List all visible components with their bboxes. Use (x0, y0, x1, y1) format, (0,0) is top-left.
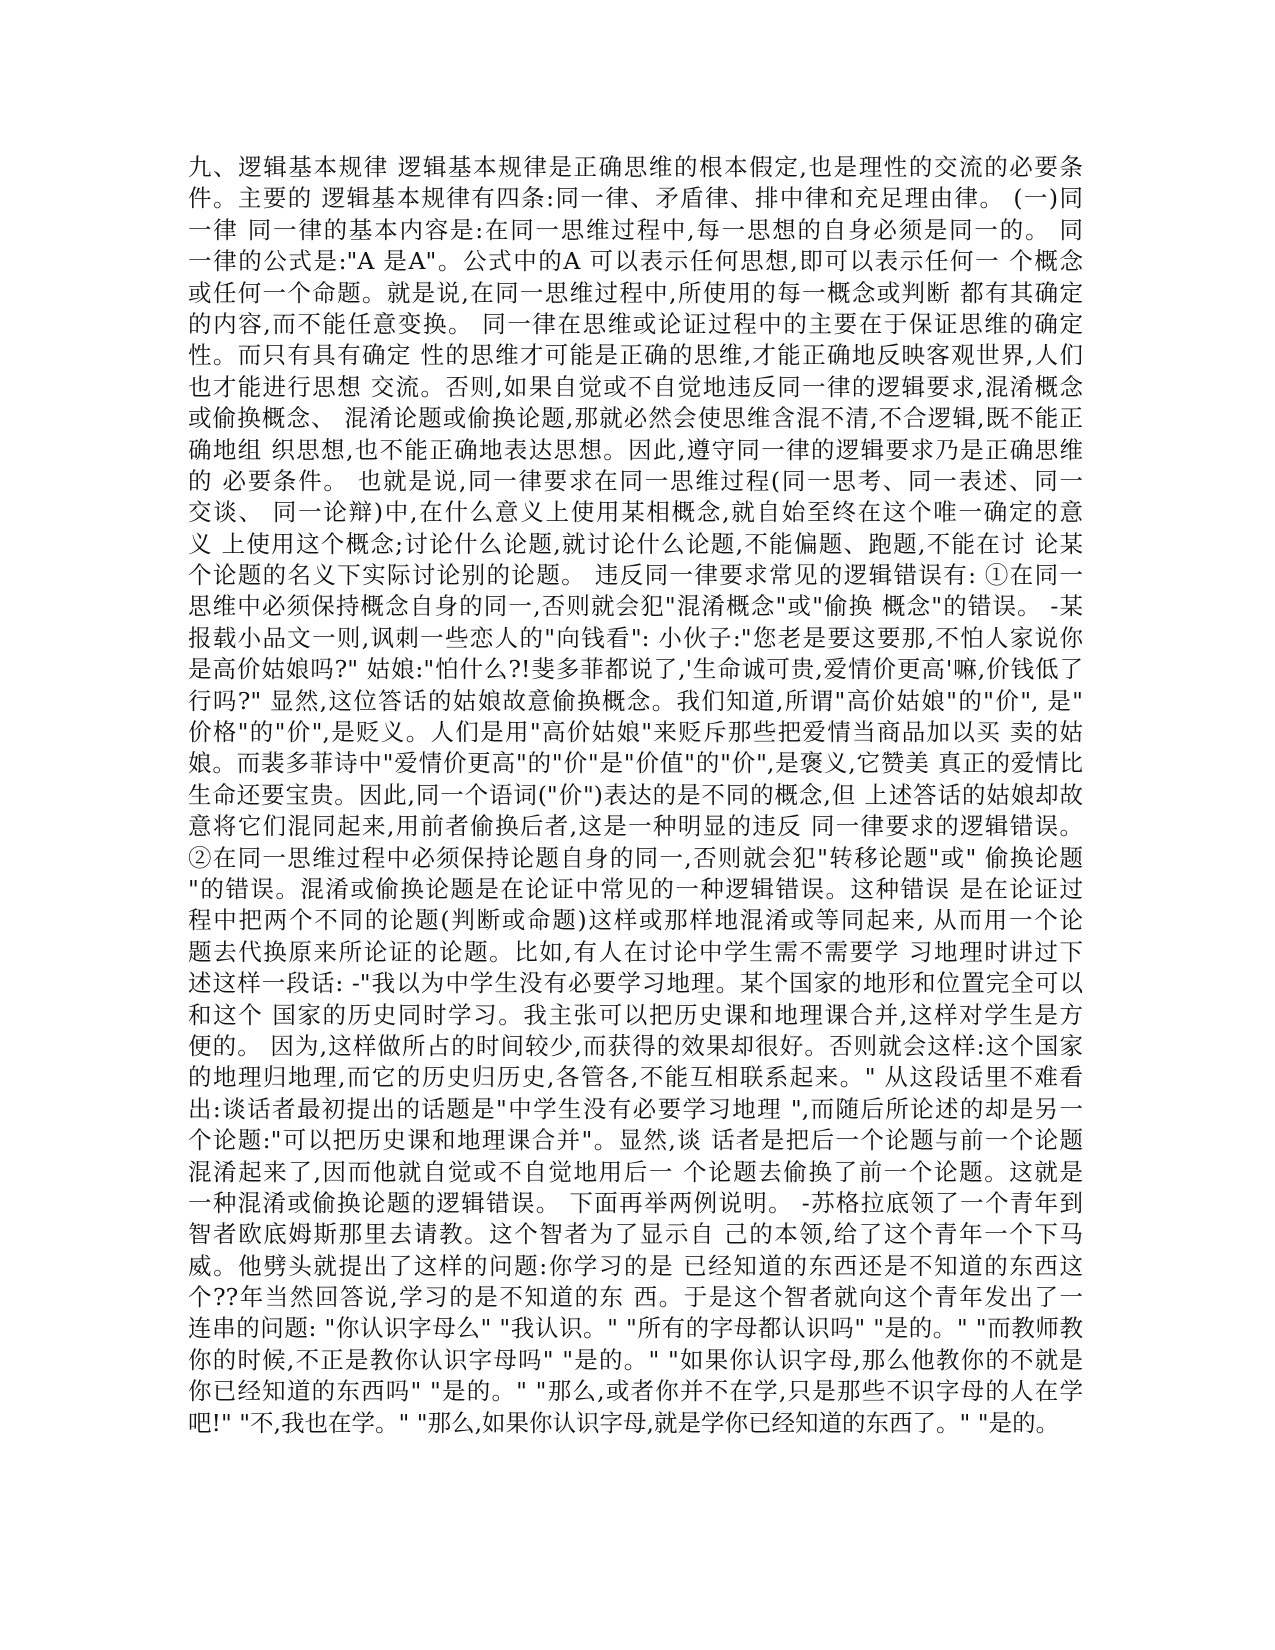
text-line: 智者欧底姆斯那里去请教。这个智者为了显示自 己的本领,给了这个青年一个下马 (188, 1220, 1083, 1249)
text-line: 确地组 织思想,也不能正确地表达思想。因此,遵守同一律的逻辑要求乃是正确思维 (188, 435, 1083, 464)
text-line: 娘。而裴多菲诗中"爱情价更高"的"价"是"价值"的"价",是褒义,它赞美 真正的爱情比 (188, 749, 1083, 778)
text-line: 连串的问题: "你认识字母么" "我认识。" "所有的字母都认识吗" "是的。" "而教师教 (188, 1314, 1083, 1343)
text-line: 意将它们混同起来,用前者偷换后者,这是一种明显的违反 同一律要求的逻辑错误。 (188, 812, 1083, 841)
text-line: 程中把两个不同的论题(判断或命题)这样或那样地混淆或等同起来, 从而用一个论 (188, 906, 1083, 935)
text-line: 吧!" "不,我也在学。" "那么,如果你认识字母,就是学你已经知道的东西了。" "是的。 (188, 1408, 1060, 1437)
text-line: 个论题的名义下实际讨论别的论题。 违反同一律要求常见的逻辑错误有: ①在同一 (188, 561, 1083, 590)
text-line: 的 必要条件。 也就是说,同一律要求在同一思维过程(同一思考、同一表述、同一 (188, 466, 1083, 495)
text-line: 的地理归地理,而它的历史归历史,各管各,不能互相联系起来。" 从这段话里不难看 (188, 1063, 1083, 1092)
text-line: ②在同一思维过程中必须保持论题自身的同一,否则就会犯"转移论题"或" 偷换论题 (188, 843, 1083, 872)
text-line: 交谈、 同一论辩)中,在什么意义上使用某相概念,就自始至终在这个唯一确定的意 (188, 498, 1083, 527)
text-line: 一种混淆或偷换论题的逻辑错误。 下面再举两例说明。 -苏格拉底领了一个青年到 (188, 1188, 1083, 1217)
text-line: 生命还要宝贵。因此,同一个语词("价")表达的是不同的概念,但 上述答话的姑娘却故 (188, 780, 1083, 809)
text-line: 思维中必须保持概念自身的同一,否则就会犯"混淆概念"或"偷换 概念"的错误。 -某 (188, 592, 1083, 621)
text-line: 行吗?" 显然,这位答话的姑娘故意偷换概念。我们知道,所谓"高价姑娘"的"价", 是" (188, 686, 1083, 715)
text-line: 题去代换原来所论证的论题。比如,有人在讨论中学生需不需要学 习地理时讲过下 (188, 937, 1083, 966)
text-line: 你的时候,不正是教你认识字母吗" "是的。" "如果你认识字母,那么他教你的不就是 (188, 1345, 1083, 1374)
text-line: 混淆起来了,因而他就自觉或不自觉地用后一 个论题去偷换了前一个论题。这就是 (188, 1157, 1083, 1186)
text-line: "的错误。混淆或偷换论题是在论证中常见的一种逻辑错误。这种错误 是在论证过 (188, 874, 1083, 903)
text-line: 九、逻辑基本规律 逻辑基本规律是正确思维的根本假定,也是理性的交流的必要条 (188, 153, 1083, 181)
text-line: 或偷换概念、 混淆论题或偷换论题,那就必然会使思维含混不清,不合逻辑,既不能正 (188, 404, 1083, 433)
text-line: 一律的公式是:"A 是A"。公式中的A 可以表示任何思想,即可以表示任何一 个概念 (188, 247, 1083, 276)
text-line: 报载小品文一则,讽刺一些恋人的"向钱看": 小伙子:"您老是要这要那,不怕人家说你 (188, 623, 1083, 652)
text-line: 述这样一段话: -"我以为中学生没有必要学习地理。某个国家的地形和位置完全可以 (188, 969, 1083, 998)
text-line: 出:谈话者最初提出的话题是"中学生没有必要学习地理 ",而随后所论述的却是另一 (188, 1094, 1083, 1123)
body-text (188, 152, 1083, 1439)
text-line: 价格"的"价",是贬义。人们是用"高价姑娘"来贬斥那些把爱情当商品加以买 卖的姑 (188, 718, 1083, 747)
text-line: 义 上使用这个概念;讨论什么论题,就讨论什么论题,不能偏题、跑题,不能在讨 论某 (188, 529, 1083, 558)
text-line: 个论题:"可以把历史课和地理课合并"。显然,谈 话者是把后一个论题与前一个论题 (188, 1126, 1083, 1155)
text-line: 你已经知道的东西吗" "是的。" "那么,或者你并不在学,只是那些不识字母的人在学 (188, 1377, 1083, 1406)
text-line: 威。他劈头就提出了这样的问题:你学习的是 已经知道的东西还是不知道的东西这 (188, 1251, 1083, 1280)
text-line: 一律 同一律的基本内容是:在同一思维过程中,每一思想的自身必须是同一的。 同 (188, 215, 1083, 244)
text-line: 是高价姑娘吗?" 姑娘:"怕什么?!斐多菲都说了,'生命诚可贵,爱情价更高'嘛,价钱低了 (188, 655, 1083, 684)
text-line: 也才能进行思想 交流。否则,如果自觉或不自觉地违反同一律的逻辑要求,混淆概念 (188, 372, 1083, 401)
text-line: 个??年当然回答说,学习的是不知道的东 西。于是这个智者就向这个青年发出了一 (188, 1283, 1083, 1312)
text-line: 性。而只有具有确定 性的思维才可能是正确的思维,才能正确地反映客观世界,人们 (188, 341, 1083, 370)
text-line: 或任何一个命题。就是说,在同一思维过程中,所使用的每一概念或判断 都有其确定 (188, 278, 1083, 307)
text-line: 和这个 国家的历史同时学习。我主张可以把历史课和地理课合并,这样对学生是方 (188, 1000, 1083, 1029)
text-line: 件。主要的 逻辑基本规律有四条:同一律、矛盾律、排中律和充足理由律。 (一)同 (188, 184, 1083, 213)
text-line: 便的。 因为,这样做所占的时间较少,而获得的效果却很好。否则就会这样:这个国家 (188, 1031, 1083, 1060)
text-line: 的内容,而不能任意变换。 同一律在思维或论证过程中的主要在于保证思维的确定 (188, 309, 1083, 338)
